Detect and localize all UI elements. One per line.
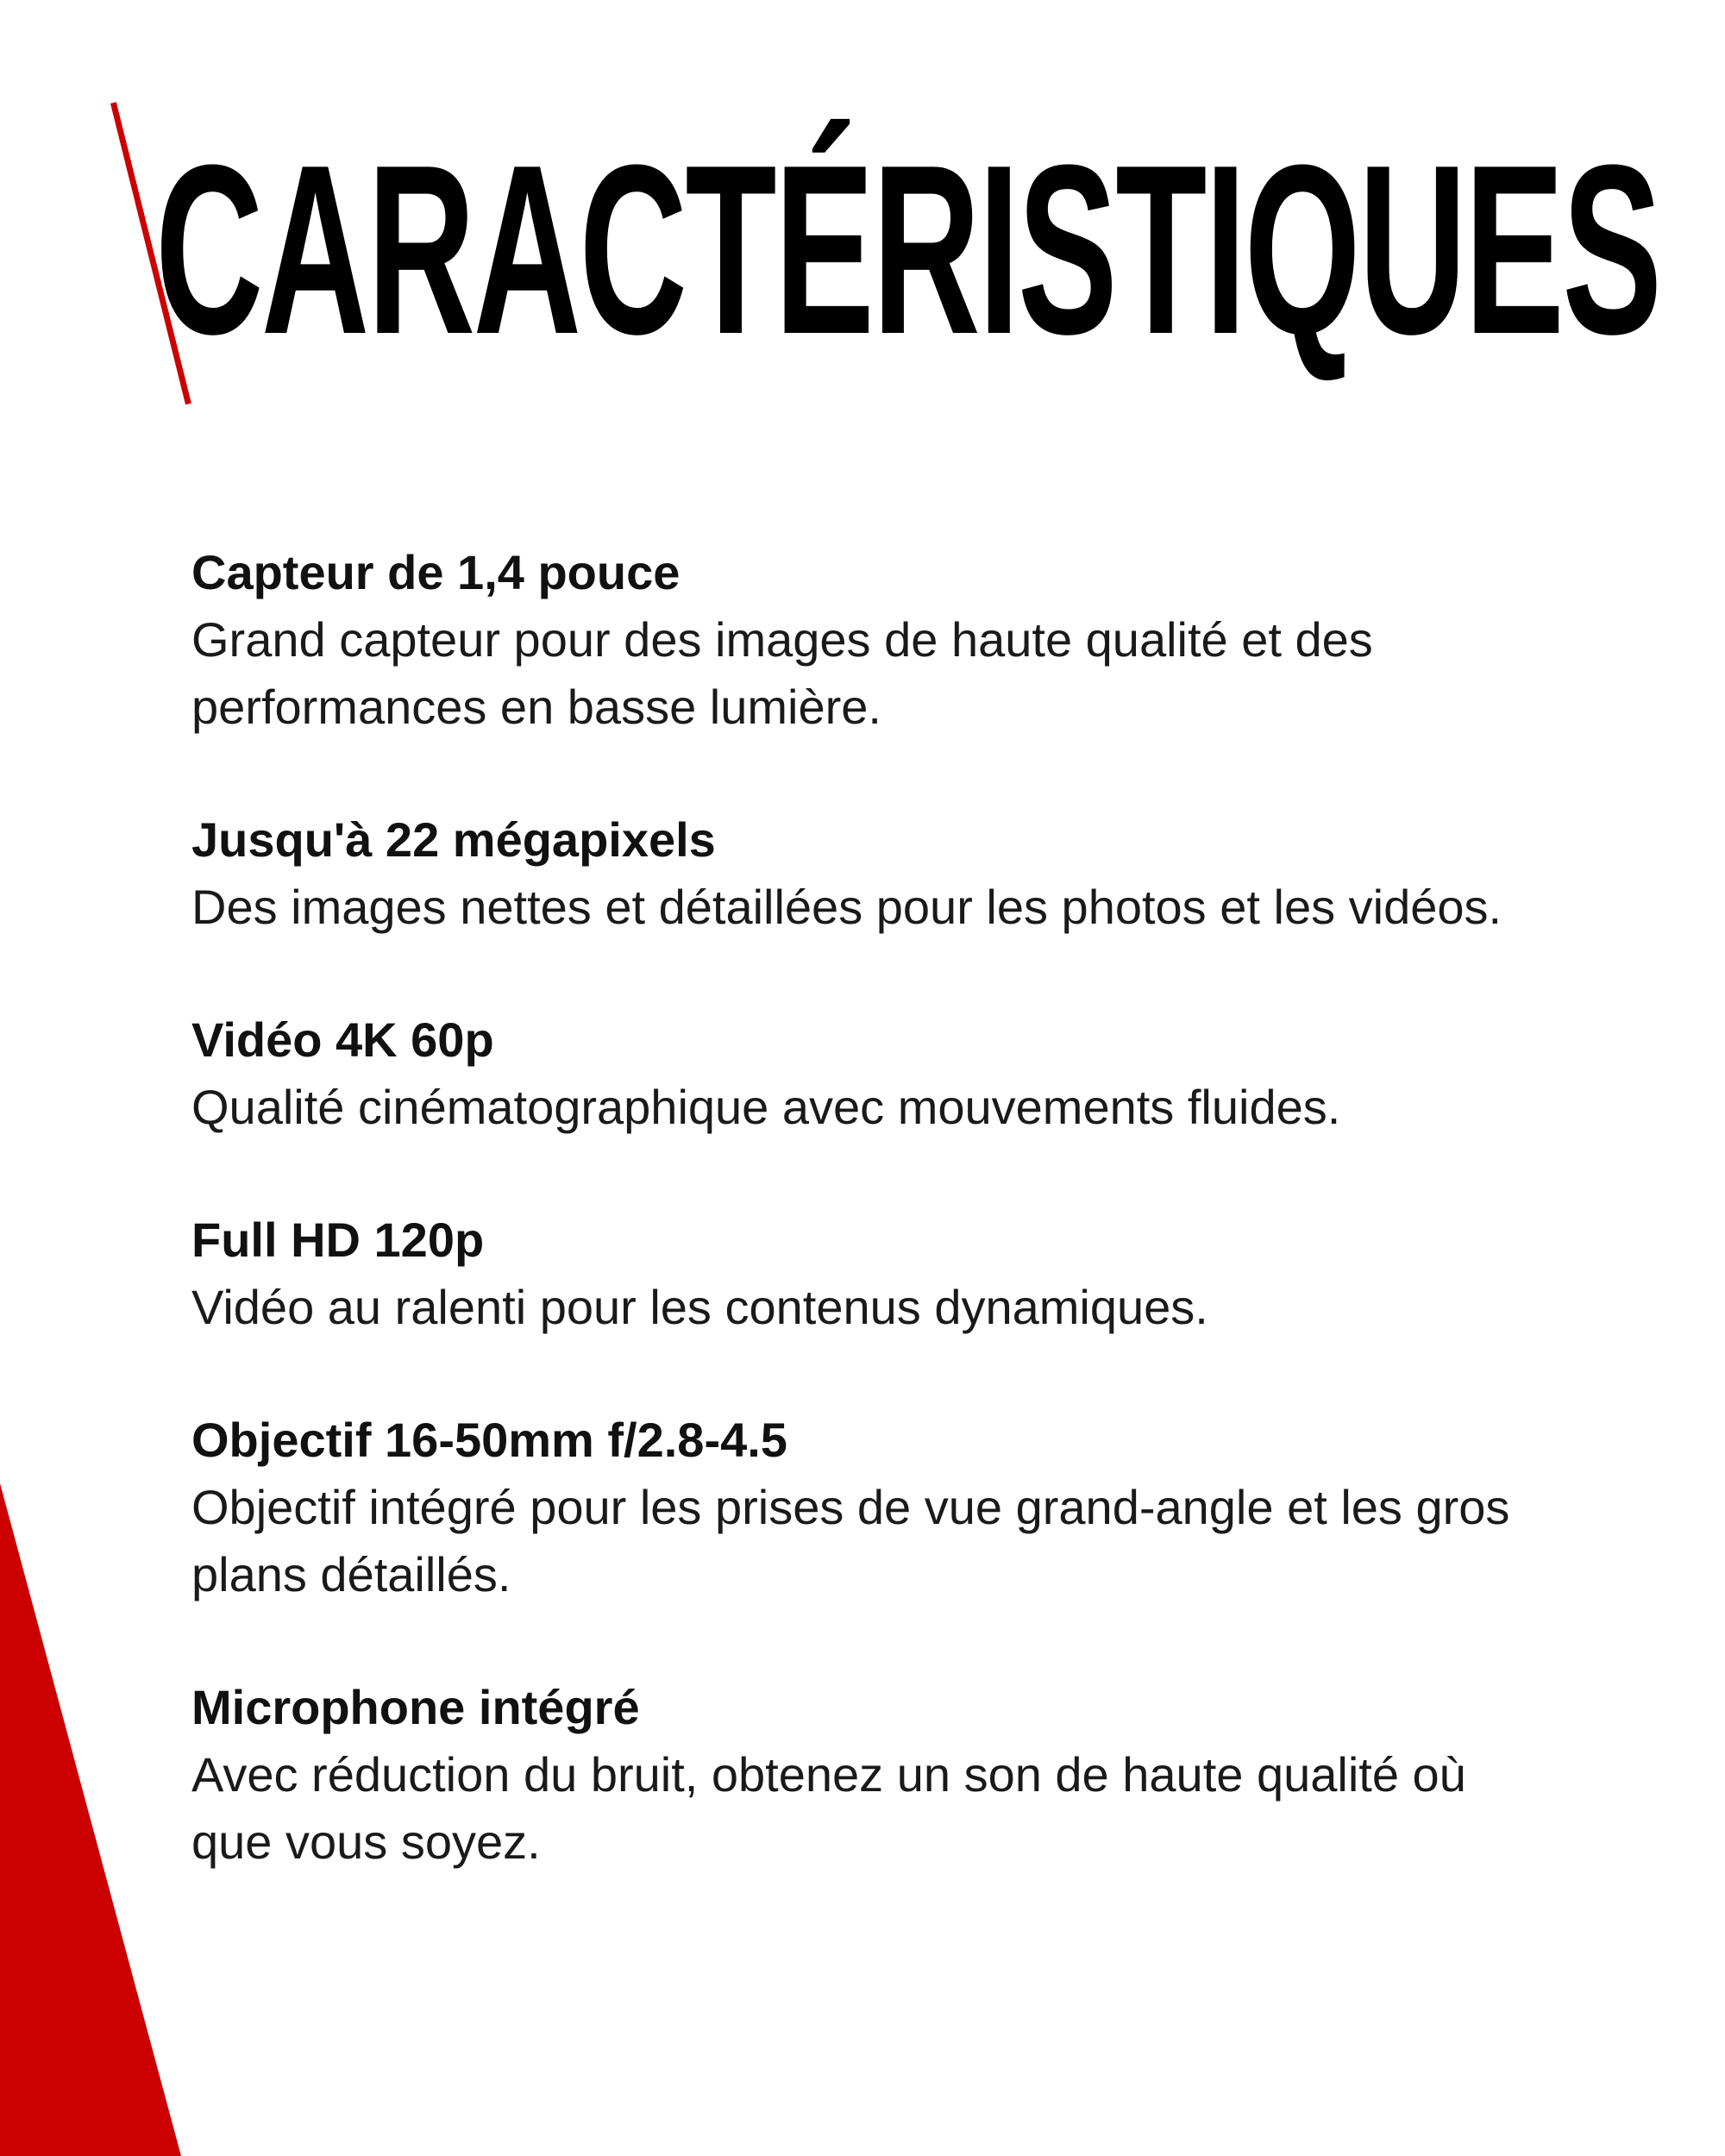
feature-description: Avec réduction du bruit, obtenez un son de haute qualité où que vous soyez.: [191, 1747, 1466, 1869]
feature-title: Full HD 120p: [191, 1213, 485, 1267]
feature-item-microphone: [191, 1674, 1537, 1876]
feature-title: Objectif 16-50mm f/2.8-4.5: [191, 1413, 787, 1467]
feature-description: Grand capteur pour des images de haute qualité et des performances en basse lumière.: [191, 612, 1373, 734]
feature-description: Qualité cinématographique avec mouvements fluides.: [191, 1080, 1341, 1134]
feature-title: Jusqu'à 22 mégapixels: [191, 812, 716, 867]
feature-list: [191, 539, 1537, 1941]
feature-item-lens: [191, 1407, 1537, 1608]
feature-title: Microphone intégré: [191, 1680, 640, 1734]
page-title: CARACTÉRISTIQUES: [155, 116, 1660, 385]
feature-item-4k-video: [191, 1006, 1537, 1141]
feature-item-full-hd: [191, 1206, 1537, 1341]
feature-item-sensor: [191, 539, 1537, 741]
feature-title: Capteur de 1,4 pouce: [191, 545, 681, 599]
feature-description: Objectif intégré pour les prises de vue grand-angle et les gros plans détaillés.: [191, 1480, 1510, 1601]
red-stripe-shape: [0, 1483, 181, 2156]
feature-title: Vidéo 4K 60p: [191, 1012, 494, 1067]
feature-description: Vidéo au ralenti pour les contenus dynamiques.: [191, 1280, 1208, 1334]
feature-item-megapixels: [191, 806, 1537, 941]
feature-description: Des images nettes et détaillées pour les photos et les vidéos.: [191, 880, 1502, 934]
